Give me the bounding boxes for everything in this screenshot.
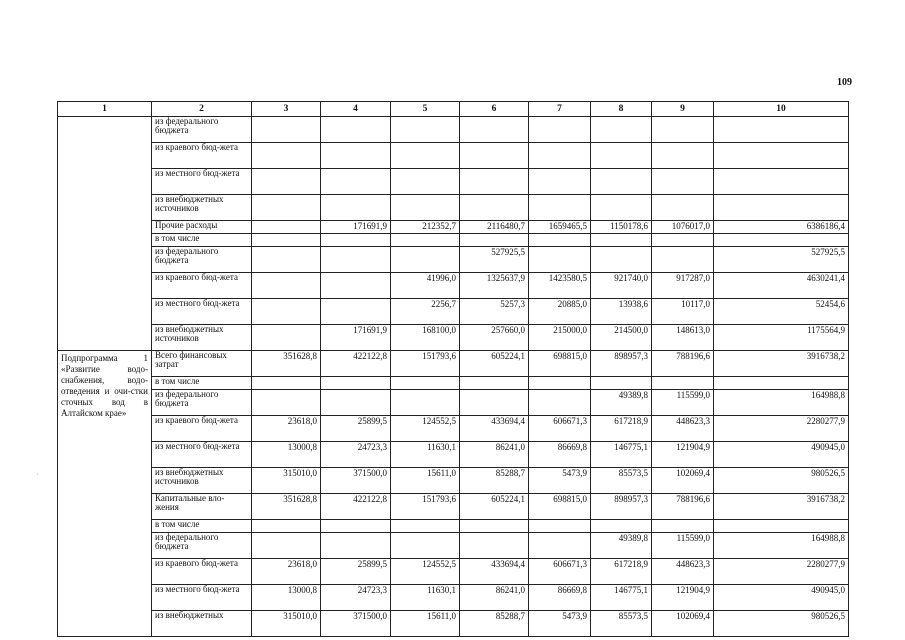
amount-cell <box>714 117 849 143</box>
amount-cell: 422122,8 <box>321 351 391 377</box>
column-header: 9 <box>652 102 714 117</box>
amount-cell: 86241,0 <box>460 442 529 468</box>
amount-cell: 606671,3 <box>529 416 591 442</box>
amount-cell: 121904,9 <box>652 442 714 468</box>
amount-cell: 1659465,5 <box>529 221 591 234</box>
amount-cell: 422122,8 <box>321 494 391 520</box>
amount-cell: 980526,5 <box>714 611 849 637</box>
amount-cell <box>391 169 460 195</box>
funding-source-label: Капитальные вло-жения <box>152 494 252 520</box>
program-name-cell <box>58 117 152 351</box>
amount-cell <box>460 195 529 221</box>
amount-cell <box>714 234 849 247</box>
amount-cell <box>652 195 714 221</box>
amount-cell <box>252 390 321 416</box>
budget-table <box>57 101 849 637</box>
funding-source-label: в том числе <box>152 377 252 390</box>
table-row <box>58 377 849 390</box>
amount-cell <box>391 247 460 273</box>
amount-cell: 10117,0 <box>652 299 714 325</box>
amount-cell: 215000,0 <box>529 325 591 351</box>
amount-cell <box>591 117 652 143</box>
amount-cell: 698815,0 <box>529 351 591 377</box>
table-row <box>58 221 849 234</box>
amount-cell: 371500,0 <box>321 468 391 494</box>
amount-cell <box>252 117 321 143</box>
funding-source-label: из внебюджетных <box>152 611 252 637</box>
amount-cell <box>591 143 652 169</box>
amount-cell <box>529 169 591 195</box>
amount-cell <box>321 247 391 273</box>
amount-cell <box>529 533 591 559</box>
amount-cell: 86669,8 <box>529 585 591 611</box>
amount-cell: 102069,4 <box>652 611 714 637</box>
table-row <box>58 143 849 169</box>
amount-cell <box>391 520 460 533</box>
amount-cell: 788196,6 <box>652 351 714 377</box>
amount-cell <box>529 234 591 247</box>
table-row <box>58 520 849 533</box>
amount-cell: 1076017,0 <box>652 221 714 234</box>
amount-cell: 13000,8 <box>252 442 321 468</box>
amount-cell: 85288,7 <box>460 611 529 637</box>
amount-cell: 85573,5 <box>591 611 652 637</box>
amount-cell: 13938,6 <box>591 299 652 325</box>
amount-cell <box>591 520 652 533</box>
amount-cell: 85573,5 <box>591 468 652 494</box>
column-header: 7 <box>529 102 591 117</box>
amount-cell: 5473,9 <box>529 611 591 637</box>
amount-cell: 151793,6 <box>391 351 460 377</box>
amount-cell <box>321 533 391 559</box>
table-row <box>58 299 849 325</box>
amount-cell <box>591 247 652 273</box>
page-number: 109 <box>837 77 852 88</box>
table-row <box>58 390 849 416</box>
amount-cell: 2116480,7 <box>460 221 529 234</box>
amount-cell: 371500,0 <box>321 611 391 637</box>
amount-cell: 52454,6 <box>714 299 849 325</box>
amount-cell: 115599,0 <box>652 390 714 416</box>
amount-cell: 13000,8 <box>252 585 321 611</box>
amount-cell: 1175564,9 <box>714 325 849 351</box>
table-row <box>58 117 849 143</box>
amount-cell <box>591 169 652 195</box>
amount-cell: 917287,0 <box>652 273 714 299</box>
amount-cell: 1423580,5 <box>529 273 591 299</box>
amount-cell: 11630,1 <box>391 442 460 468</box>
column-header: 4 <box>321 102 391 117</box>
amount-cell: 351628,8 <box>252 494 321 520</box>
amount-cell: 24723,3 <box>321 585 391 611</box>
amount-cell <box>252 299 321 325</box>
amount-cell <box>460 143 529 169</box>
table-row <box>58 533 849 559</box>
amount-cell: 617218,9 <box>591 559 652 585</box>
amount-cell <box>714 169 849 195</box>
amount-cell: 898957,3 <box>591 494 652 520</box>
amount-cell <box>252 169 321 195</box>
funding-source-label: из местного бюд-жета <box>152 169 252 195</box>
amount-cell <box>252 234 321 247</box>
amount-cell <box>652 377 714 390</box>
amount-cell: 49389,8 <box>591 390 652 416</box>
funding-source-label: из краевого бюд-жета <box>152 559 252 585</box>
amount-cell: 3916738,2 <box>714 494 849 520</box>
amount-cell <box>252 273 321 299</box>
amount-cell: 1150178,6 <box>591 221 652 234</box>
table-row <box>58 325 849 351</box>
amount-cell <box>529 520 591 533</box>
column-header: 2 <box>152 102 252 117</box>
amount-cell: 124552,5 <box>391 416 460 442</box>
amount-cell: 351628,8 <box>252 351 321 377</box>
amount-cell <box>591 377 652 390</box>
amount-cell: 212352,7 <box>391 221 460 234</box>
amount-cell: 898957,3 <box>591 351 652 377</box>
amount-cell <box>714 143 849 169</box>
amount-cell <box>460 234 529 247</box>
amount-cell: 315010,0 <box>252 468 321 494</box>
funding-source-label: из федерального бюджета <box>152 390 252 416</box>
amount-cell <box>321 377 391 390</box>
amount-cell: 921740,0 <box>591 273 652 299</box>
amount-cell: 605224,1 <box>460 494 529 520</box>
funding-source-label: из федерального бюджета <box>152 247 252 273</box>
table-row <box>58 247 849 273</box>
amount-cell <box>252 325 321 351</box>
funding-source-label: из федерального бюджета <box>152 533 252 559</box>
amount-cell <box>391 234 460 247</box>
amount-cell: 11630,1 <box>391 585 460 611</box>
margin-mark: · <box>36 470 39 479</box>
table-row <box>58 468 849 494</box>
amount-cell: 121904,9 <box>652 585 714 611</box>
amount-cell <box>460 533 529 559</box>
amount-cell <box>529 195 591 221</box>
amount-cell: 25899,5 <box>321 416 391 442</box>
amount-cell <box>391 533 460 559</box>
table-row <box>58 195 849 221</box>
amount-cell <box>714 520 849 533</box>
amount-cell: 433694,4 <box>460 416 529 442</box>
amount-cell <box>252 533 321 559</box>
amount-cell: 490945,0 <box>714 585 849 611</box>
amount-cell: 448623,3 <box>652 416 714 442</box>
funding-source-label: из внебюджетных источников <box>152 195 252 221</box>
amount-cell <box>529 117 591 143</box>
amount-cell <box>391 390 460 416</box>
column-header: 10 <box>714 102 849 117</box>
amount-cell: 980526,5 <box>714 468 849 494</box>
funding-source-label: из внебюджетных источников <box>152 468 252 494</box>
amount-cell <box>252 520 321 533</box>
amount-cell: 102069,4 <box>652 468 714 494</box>
amount-cell <box>591 234 652 247</box>
amount-cell: 5473,9 <box>529 468 591 494</box>
amount-cell <box>714 377 849 390</box>
amount-cell: 490945,0 <box>714 442 849 468</box>
amount-cell <box>460 377 529 390</box>
amount-cell <box>321 169 391 195</box>
amount-cell: 171691,9 <box>321 221 391 234</box>
column-header: 5 <box>391 102 460 117</box>
amount-cell: 4630241,4 <box>714 273 849 299</box>
amount-cell: 148613,0 <box>652 325 714 351</box>
amount-cell: 151793,6 <box>391 494 460 520</box>
table-row <box>58 611 849 637</box>
table-row <box>58 351 849 377</box>
amount-cell <box>714 195 849 221</box>
amount-cell: 6386186,4 <box>714 221 849 234</box>
amount-cell: 1325637,9 <box>460 273 529 299</box>
amount-cell <box>652 234 714 247</box>
amount-cell <box>529 377 591 390</box>
amount-cell: 2280277,9 <box>714 416 849 442</box>
funding-source-label: в том числе <box>152 520 252 533</box>
amount-cell <box>391 195 460 221</box>
amount-cell: 527925,5 <box>460 247 529 273</box>
amount-cell: 5257,3 <box>460 299 529 325</box>
amount-cell: 146775,1 <box>591 442 652 468</box>
amount-cell <box>252 247 321 273</box>
amount-cell: 23618,0 <box>252 559 321 585</box>
table-row <box>58 234 849 247</box>
amount-cell: 433694,4 <box>460 559 529 585</box>
amount-cell: 86241,0 <box>460 585 529 611</box>
amount-cell <box>652 117 714 143</box>
program-name-cell: Подпрограмма 1 «Развитие водо-снабжения, водо-отведения и очи-стки сточных вод в Алтайском крае» <box>58 351 152 637</box>
table-row <box>58 169 849 195</box>
amount-cell: 86669,8 <box>529 442 591 468</box>
amount-cell: 3916738,2 <box>714 351 849 377</box>
amount-cell: 168100,0 <box>391 325 460 351</box>
amount-cell: 617218,9 <box>591 416 652 442</box>
table-row <box>58 416 849 442</box>
amount-cell: 41996,0 <box>391 273 460 299</box>
table-body <box>58 117 849 637</box>
amount-cell: 25899,5 <box>321 559 391 585</box>
amount-cell: 2256,7 <box>391 299 460 325</box>
amount-cell: 698815,0 <box>529 494 591 520</box>
amount-cell: 15611,0 <box>391 611 460 637</box>
funding-source-label: из местного бюд-жета <box>152 442 252 468</box>
funding-source-label: из краевого бюд-жета <box>152 416 252 442</box>
table-row <box>58 585 849 611</box>
amount-cell: 448623,3 <box>652 559 714 585</box>
funding-source-label: из местного бюд-жета <box>152 299 252 325</box>
column-header: 1 <box>58 102 152 117</box>
amount-cell: 605224,1 <box>460 351 529 377</box>
column-header: 3 <box>252 102 321 117</box>
amount-cell: 257660,0 <box>460 325 529 351</box>
funding-source-label: Всего финансовых затрат <box>152 351 252 377</box>
table-row <box>58 559 849 585</box>
funding-source-label: из внебюджетных источников <box>152 325 252 351</box>
amount-cell: 788196,6 <box>652 494 714 520</box>
amount-cell <box>460 117 529 143</box>
amount-cell <box>252 143 321 169</box>
column-number-row <box>58 102 849 117</box>
funding-source-label: Прочие расходы <box>152 221 252 234</box>
amount-cell: 171691,9 <box>321 325 391 351</box>
amount-cell <box>391 143 460 169</box>
amount-cell: 124552,5 <box>391 559 460 585</box>
funding-source-label: из федерального бюджета <box>152 117 252 143</box>
funding-source-label: в том числе <box>152 234 252 247</box>
table-row <box>58 273 849 299</box>
amount-cell <box>460 169 529 195</box>
amount-cell: 164988,8 <box>714 390 849 416</box>
amount-cell <box>460 390 529 416</box>
amount-cell: 2280277,9 <box>714 559 849 585</box>
amount-cell <box>321 390 391 416</box>
amount-cell <box>321 299 391 325</box>
amount-cell <box>252 377 321 390</box>
amount-cell: 315010,0 <box>252 611 321 637</box>
amount-cell: 24723,3 <box>321 442 391 468</box>
table-row <box>58 442 849 468</box>
amount-cell: 20885,0 <box>529 299 591 325</box>
amount-cell: 23618,0 <box>252 416 321 442</box>
amount-cell <box>321 520 391 533</box>
amount-cell <box>529 143 591 169</box>
amount-cell <box>321 195 391 221</box>
amount-cell <box>252 221 321 234</box>
amount-cell <box>529 247 591 273</box>
amount-cell <box>321 234 391 247</box>
column-header: 8 <box>591 102 652 117</box>
amount-cell <box>321 143 391 169</box>
amount-cell: 214500,0 <box>591 325 652 351</box>
funding-source-label: из местного бюд-жета <box>152 585 252 611</box>
amount-cell <box>652 247 714 273</box>
amount-cell <box>652 169 714 195</box>
amount-cell <box>460 520 529 533</box>
amount-cell <box>321 117 391 143</box>
amount-cell <box>529 390 591 416</box>
funding-source-label: из краевого бюд-жета <box>152 273 252 299</box>
amount-cell <box>252 195 321 221</box>
amount-cell <box>652 520 714 533</box>
amount-cell <box>391 117 460 143</box>
amount-cell: 15611,0 <box>391 468 460 494</box>
amount-cell <box>391 377 460 390</box>
amount-cell: 164988,8 <box>714 533 849 559</box>
column-header: 6 <box>460 102 529 117</box>
amount-cell <box>591 195 652 221</box>
funding-source-label: из краевого бюд-жета <box>152 143 252 169</box>
amount-cell <box>321 273 391 299</box>
amount-cell: 527925,5 <box>714 247 849 273</box>
amount-cell: 85288,7 <box>460 468 529 494</box>
amount-cell: 146775,1 <box>591 585 652 611</box>
amount-cell <box>652 143 714 169</box>
amount-cell: 115599,0 <box>652 533 714 559</box>
amount-cell: 49389,8 <box>591 533 652 559</box>
table-row <box>58 494 849 520</box>
amount-cell: 606671,3 <box>529 559 591 585</box>
